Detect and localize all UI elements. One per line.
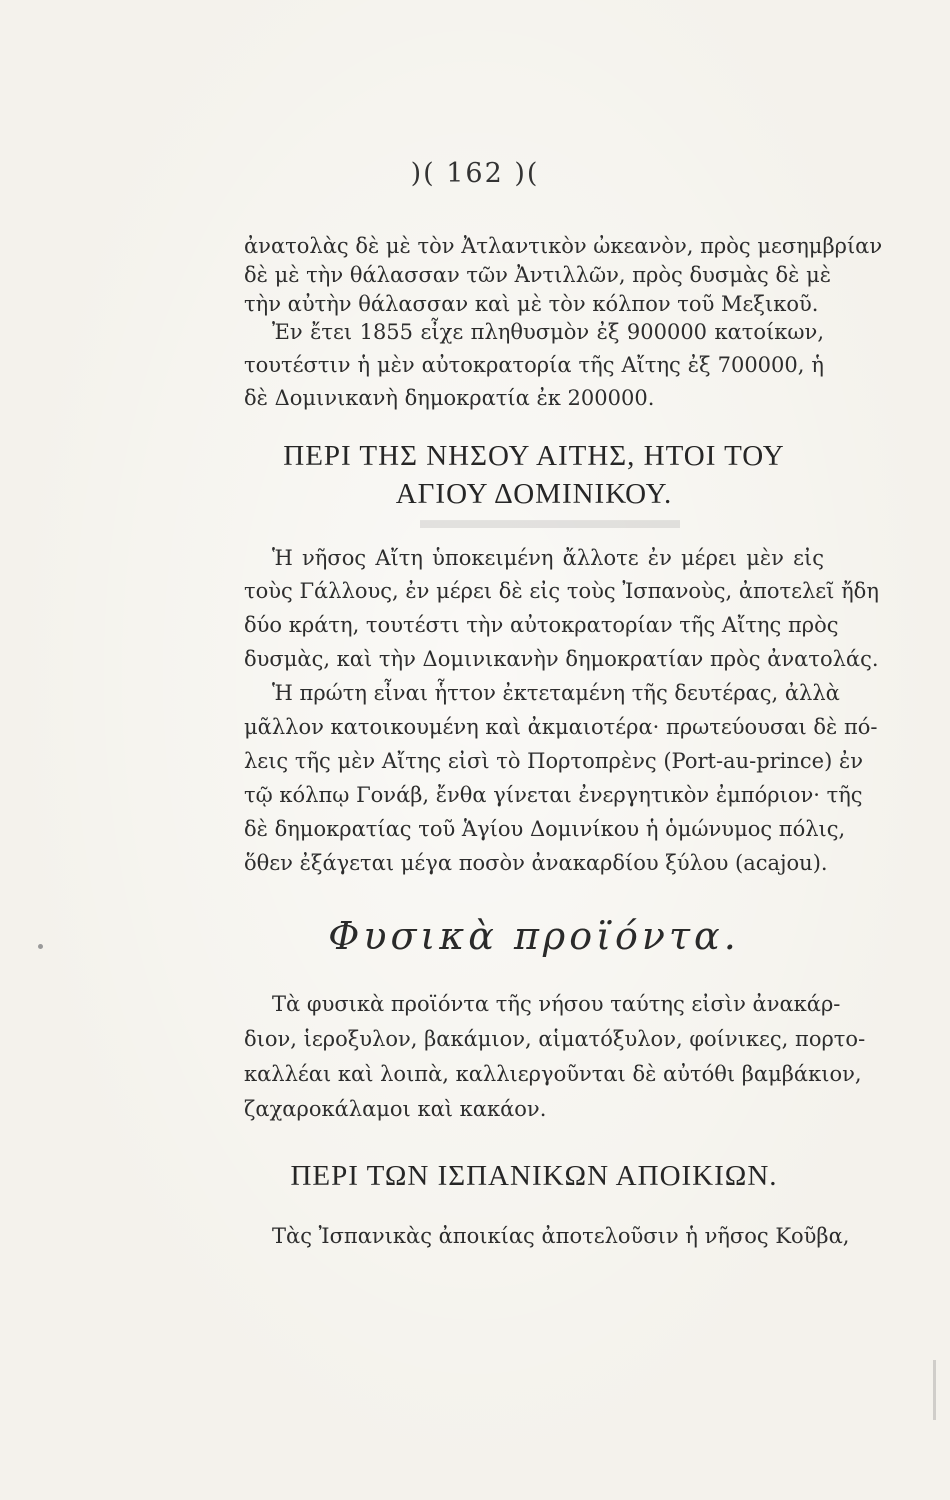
text-line: Ἐν ἔτει 1855 εἶχε πληθυσμὸν ἐξ 900000 κατοίκων, xyxy=(272,320,824,344)
text-line: ἀνατολὰς δὲ μὲ τὸν Ἀτλαντικὸν ὠκεανὸν, πρὸς μεσημβρίαν xyxy=(244,234,883,258)
text-line: τῷ κόλπῳ Γονάβ, ἔνθα γίνεται ἐνεργητικὸν ἐμπόριον· τῆς xyxy=(244,783,863,807)
text-line: τὴν αὐτὴν θάλασσαν καὶ μὲ τὸν κόλπον τοῦ Μεξικοῦ. xyxy=(244,292,819,316)
bleed-through-shape: ▬▬▬▬▬▬▬▬▬▬ xyxy=(420,505,680,534)
section-heading-haiti-line2: ΑΓΙΟΥ ΔΟΜΙΝΙΚΟΥ. xyxy=(395,478,673,510)
page-header: )( 162 )( xyxy=(410,158,540,189)
text-line: Τὰς Ἰσπανικὰς ἀποικίας ἀποτελοῦσιν ἡ νῆσος Κοῦβα, xyxy=(272,1224,850,1248)
text-line: δὲ Δομινικανὴ δημοκρατία ἐκ 200000. xyxy=(244,386,655,410)
section-heading-natural-products: Φυσικὰ προϊόντα. xyxy=(328,914,740,958)
text-line: δυσμὰς, καὶ τὴν Δομινικανὴν δημοκρατίαν πρὸς ἀνατολάς. xyxy=(244,647,879,671)
section-heading-spanish-colonies: ΠΕΡΙ ΤΩΝ ΙΣΠΑΝΙΚΩΝ ΑΠΟΙΚΙΩΝ. xyxy=(290,1160,778,1192)
text-line: Ἡ νῆσος Αἴτη ὑποκειμένη ἄλλοτε ἐν μέρει μὲν εἰς xyxy=(272,546,824,570)
text-line: δὲ δημοκρατίας τοῦ Ἁγίου Δομινίκου ἡ ὁμώνυμος πόλις, xyxy=(244,817,846,841)
text-line: τουτέστιν ἡ μὲν αὐτοκρατορία τῆς Αἴτης ἐξ 700000, ἡ xyxy=(244,353,824,377)
section-heading-haiti: ΠΕΡΙ ΤΗΣ ΝΗΣΟΥ ΑΙΤΗΣ, ΗΤΟΙ ΤΟΥ xyxy=(283,440,785,472)
text-line: δύο κράτη, τουτέστι τὴν αὐτοκρατορίαν τῆς Αἴτης πρὸς xyxy=(244,613,839,637)
page-edge-mark xyxy=(933,1360,936,1420)
text-line: μᾶλλον κατοικουμένη καὶ ἀκμαιοτέρα· πρωτεύουσαι δὲ πό- xyxy=(244,715,878,739)
text-line: ζαχαροκάλαμοι καὶ κακάον. xyxy=(244,1097,547,1121)
text-line: λεις τῆς μὲν Αἴτης εἰσὶ τὸ Πορτοπρὲνς (Port-au-prince) ἐν xyxy=(244,749,864,773)
text-line: Τὰ φυσικὰ προϊόντα τῆς νήσου ταύτης εἰσὶν ἀνακάρ- xyxy=(272,992,841,1016)
text-line: διον, ἱεροξυλον, βακάμιον, αἱματόξυλον, φοίνικες, πορτο- xyxy=(244,1027,866,1051)
text-line: καλλέαι καὶ λοιπὰ, καλλιεργοῦνται δὲ αὐτόθι βαμβάκιον, xyxy=(244,1062,862,1086)
ink-speck xyxy=(38,944,43,949)
text-line: τοὺς Γάλλους, ἐν μέρει δὲ εἰς τοὺς Ἰσπανοὺς, ἀποτελεῖ ἤδη xyxy=(244,579,879,603)
text-line: ὅθεν ἐξάγεται μέγα ποσὸν ἀνακαρδίου ξύλου (acajou). xyxy=(244,851,828,875)
text-line: δὲ μὲ τὴν θάλασσαν τῶν Ἀντιλλῶν, πρὸς δυσμὰς δὲ μὲ xyxy=(244,263,831,287)
text-line: Ἡ πρώτη εἶναι ἧττον ἐκτεταμένη τῆς δευτέρας, ἀλλὰ xyxy=(272,681,840,705)
